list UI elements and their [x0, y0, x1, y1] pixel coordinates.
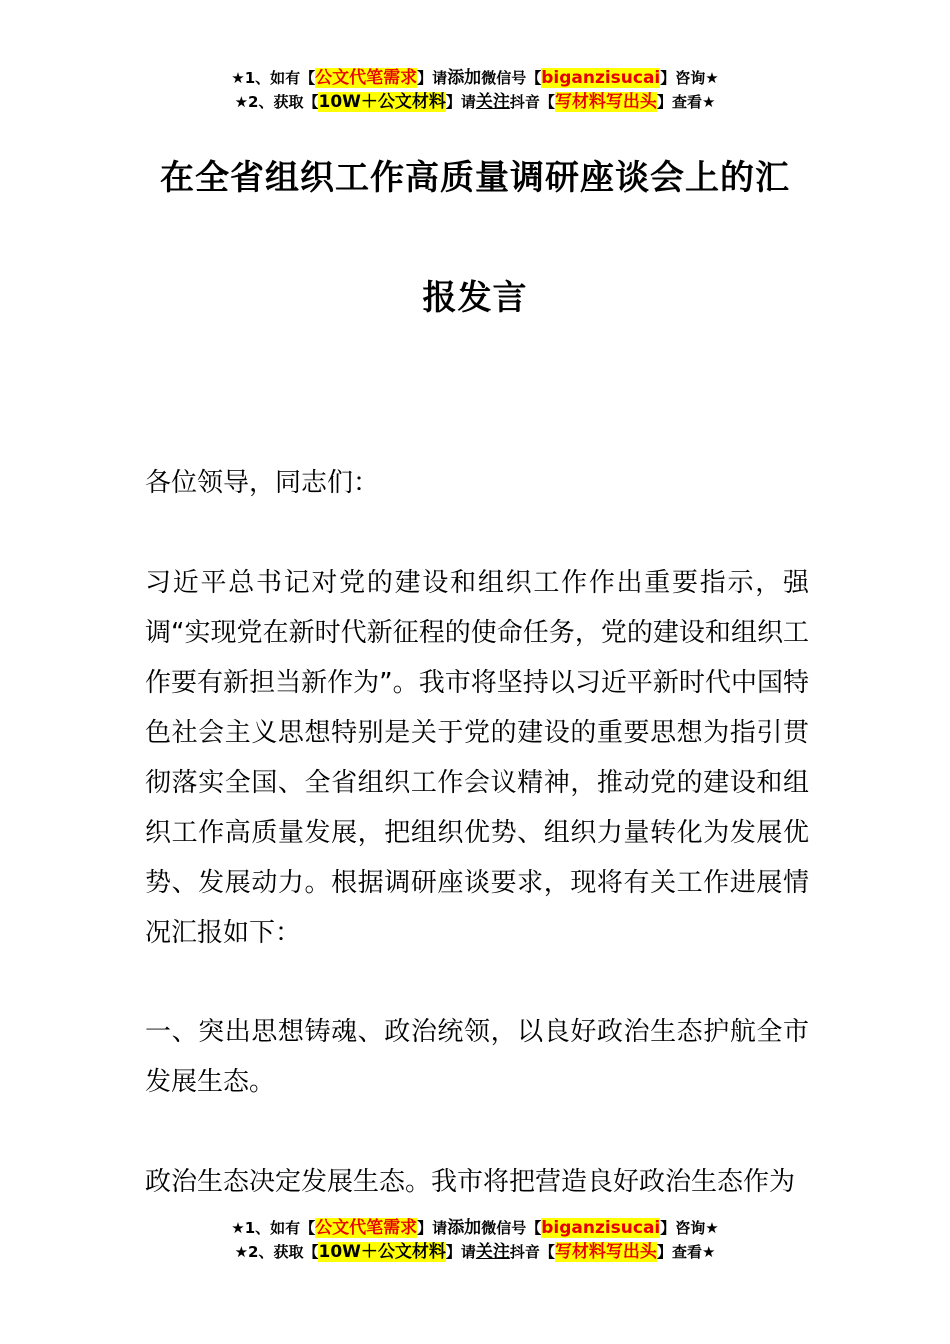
- banner-emphasis: 关注: [475, 1242, 510, 1262]
- banner-text: 微信号【: [481, 69, 542, 87]
- banner-text: ★1、如有【: [231, 69, 316, 87]
- banner-emphasis: 添加: [447, 68, 482, 88]
- banner-text: 】查看★: [656, 93, 716, 111]
- banner-text: 】查看★: [656, 1243, 716, 1261]
- banner-highlight: 公文代笔需求: [315, 68, 418, 88]
- banner-line-2: [0, 90, 950, 114]
- banner-text: ★1、如有【: [231, 1219, 316, 1237]
- section-heading-1: 一、突出思想铸魂、政治统领，以良好政治生态护航全市发展生态。: [145, 1017, 809, 1097]
- banner-line-1: [0, 1216, 950, 1240]
- banner-text: ★2、获取【: [234, 93, 319, 111]
- document-title-line-2: 报发言: [422, 278, 528, 318]
- banner-text: 】请: [445, 93, 476, 111]
- paragraph-section-1: 政治生态决定发展生态。我市将把营造良好政治生态作为: [145, 1167, 796, 1197]
- banner-text: 】咨询★: [660, 1219, 719, 1237]
- salutation: 各位领导，同志们：: [145, 468, 380, 498]
- banner-wechat-id: biganzisucai: [541, 68, 661, 88]
- banner-text: 】请: [417, 69, 448, 87]
- banner-text: 微信号【: [481, 1219, 542, 1237]
- banner-emphasis: 添加: [447, 1218, 482, 1238]
- banner-text: ★2、获取【: [234, 1243, 319, 1261]
- banner-line-1: [0, 66, 950, 90]
- banner-highlight: 10W＋公文材料: [318, 1242, 446, 1262]
- top-banner: [0, 66, 950, 114]
- banner-text: 】咨询★: [660, 69, 719, 87]
- banner-text: 抖音【: [509, 1243, 555, 1261]
- banner-emphasis: 关注: [475, 92, 510, 112]
- banner-text: 】请: [417, 1219, 448, 1237]
- bottom-banner: [0, 1216, 950, 1264]
- banner-text: 】请: [445, 1243, 476, 1261]
- banner-wechat-id: biganzisucai: [541, 1218, 661, 1238]
- paragraph-intro: 习近平总书记对党的建设和组织工作作出重要指示，强调“实现党在新时代新征程的使命任务，党的建设和组织工作要有新担当新作为”。我市将坚持以习近平新时代中国特色社会主义思想特别是关于党的建设的重要思想为指引贯彻落实全国、全省组织工作会议精神，推动党的建设和组织工作高质量发展，把组织优势、组织力量转化为发展优势、发展动力。根据调研座谈要求，现将有关工作进展情况汇报如下：: [145, 568, 809, 948]
- banner-highlight: 10W＋公文材料: [318, 92, 446, 112]
- banner-douyin-id: 写材料写出头: [554, 1242, 657, 1262]
- banner-line-2: [0, 1240, 950, 1264]
- banner-text: 抖音【: [509, 93, 555, 111]
- banner-douyin-id: 写材料写出头: [554, 92, 657, 112]
- banner-highlight: 公文代笔需求: [315, 1218, 418, 1238]
- document-title-line-1: 在全省组织工作高质量调研座谈会上的汇: [160, 158, 790, 198]
